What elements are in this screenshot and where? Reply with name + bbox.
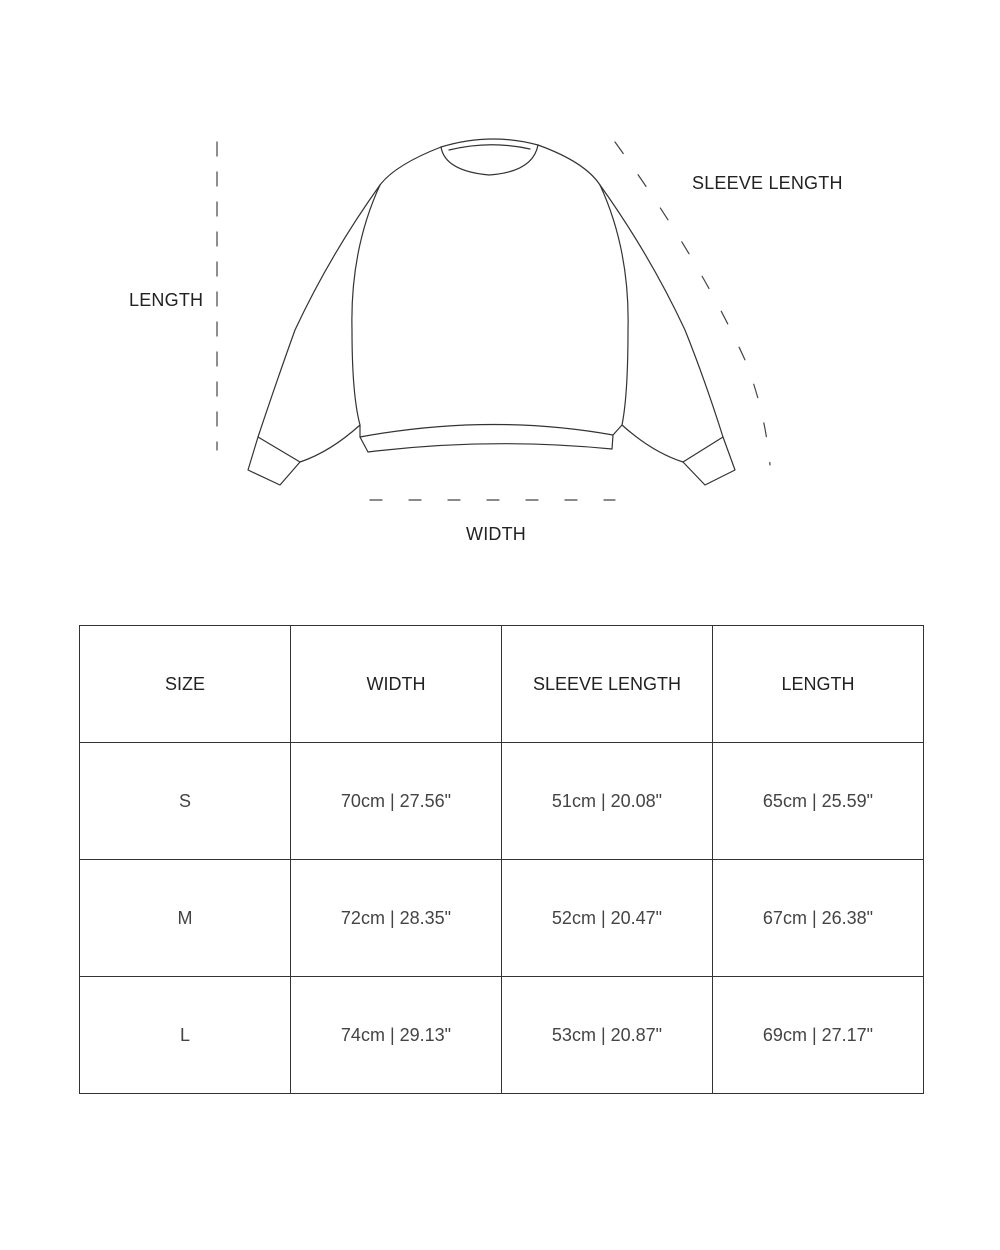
hem-bottom: [368, 444, 612, 452]
length-cell: 69cm | 27.17": [713, 977, 924, 1094]
sleeve-length-cell: 53cm | 20.87": [502, 977, 713, 1094]
size-table: [79, 625, 924, 1094]
width-cell: 74cm | 29.13": [291, 977, 502, 1094]
hem-right: [612, 425, 622, 449]
width-label: WIDTH: [466, 524, 526, 544]
collar-outer: [441, 139, 538, 147]
table-row: [80, 743, 924, 860]
right-sleeve-inner: [600, 185, 683, 462]
left-sleeve-inner: [300, 185, 380, 462]
hem-top: [360, 424, 613, 437]
size-table-body: [80, 743, 924, 1094]
header-row: [80, 626, 924, 743]
size-diagram: [0, 0, 1000, 600]
size-cell: S: [80, 743, 291, 860]
header-size: SIZE: [80, 626, 291, 743]
header-length: LENGTH: [713, 626, 924, 743]
left-cuff: [248, 437, 300, 485]
size-table-header: [80, 626, 924, 743]
hem-left: [360, 425, 368, 452]
left-sleeve-outer: [258, 185, 380, 437]
length-cell: 65cm | 25.59": [713, 743, 924, 860]
collar-inner: [441, 145, 538, 175]
table-row: [80, 860, 924, 977]
right-shoulder: [538, 145, 600, 185]
sleeve-length-cell: 52cm | 20.47": [502, 860, 713, 977]
width-cell: 70cm | 27.56": [291, 743, 502, 860]
sleeve-length-cell: 51cm | 20.08": [502, 743, 713, 860]
length-label: LENGTH: [129, 290, 204, 310]
right-sleeve-outer: [600, 185, 723, 437]
sleeve-length-label: SLEEVE LENGTH: [692, 173, 843, 193]
header-sleeve-length: SLEEVE LENGTH: [502, 626, 713, 743]
right-cuff: [683, 437, 735, 485]
width-cell: 72cm | 28.35": [291, 860, 502, 977]
length-cell: 67cm | 26.38": [713, 860, 924, 977]
left-shoulder: [380, 147, 441, 185]
collar-band: [449, 145, 530, 150]
size-cell: L: [80, 977, 291, 1094]
table-row: [80, 977, 924, 1094]
header-width: WIDTH: [291, 626, 502, 743]
size-cell: M: [80, 860, 291, 977]
